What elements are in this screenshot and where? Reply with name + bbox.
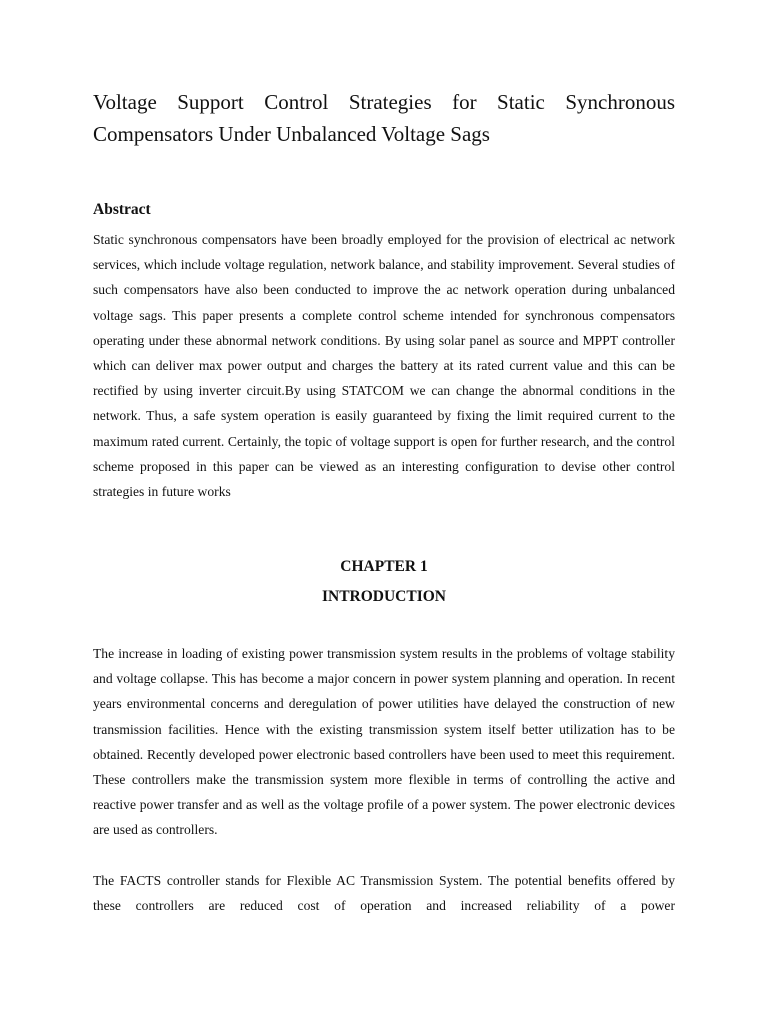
paper-title: Voltage Support Control Strategies for Static Synchronous Compensators Under Unbalanced Voltage Sags	[93, 90, 675, 146]
chapter-number: CHAPTER 1	[340, 558, 428, 575]
intro-paragraph-1: The increase in loading of existing power transmission system results in the problems of voltage stability and voltage collapse. This has become a major concern in power system planning and operation. In recent years environmental concerns and deregulation of power utilities have delayed the construction of new transmission facilities. Hence with the existing transmission system itself better utilization has to be obtained. Recently developed power electronic based controllers have been used to meet this requirement. These controllers make the transmission system more flexible in terms of controlling the active and reactive power transfer and as well as the voltage profile of a power system. The power electronic devices are used as controllers.	[93, 646, 675, 838]
chapter-title: INTRODUCTION	[321, 588, 446, 605]
intro-paragraph-2: The FACTS controller stands for Flexible AC Transmission System. The potential benefits offered by these controllers are reduced cost of operation and increased reliability of a power	[93, 873, 675, 914]
abstract-heading: Abstract	[93, 201, 151, 218]
abstract-text: Static synchronous compensators have been broadly employed for the provision of electrical ac network services, which include voltage regulation, network balance, and stability improvement. Several studies of such compensators have also been conducted to improve the ac network operation during unbalanced voltage sags. This paper presents a complete control scheme intended for synchronous compensators operating under these abnormal network conditions. By using solar panel as source and MPPT controller which can deliver max power output and charges the battery at its rated current value and this can be rectified by using inverter circuit.By using STATCOM we can change the abnormal conditions in the network. Thus, a safe system operation is easily guaranteed by fixing the limit required current to the maximum rated current. Certainly, the topic of voltage support is open for further research, and the control scheme proposed in this paper can be viewed as an interesting configuration to devise other control strategies in future works	[93, 232, 675, 500]
